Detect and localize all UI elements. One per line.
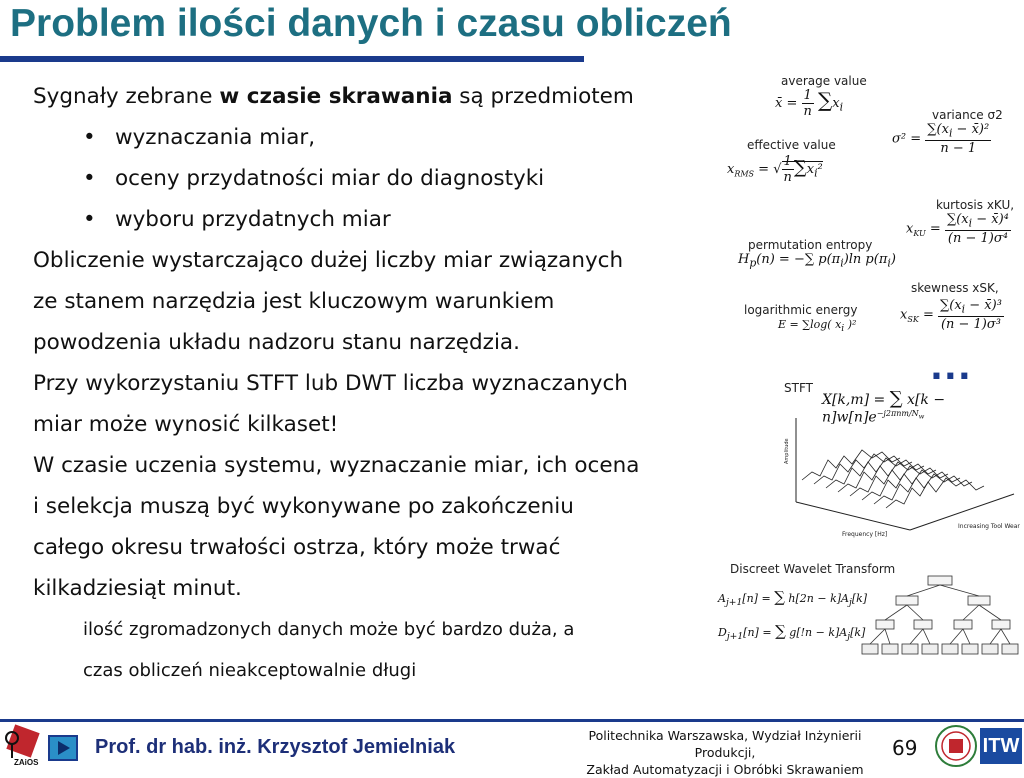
bullet-item: • oceny przydatności miar do diagnostyki xyxy=(83,166,545,191)
ellipsis-mark: ... xyxy=(930,348,972,388)
average-formula: x̄ = $\frac{1}{n}$ $\sum x_i$ xyxy=(775,88,844,119)
dwt-detail-formula: $D_{j+1}[n]$ = ∑ $g[!n - k]A_j[k]$ xyxy=(718,622,866,643)
stft-formula: X[k,m] = ∑ $x[k - n]w[n]e^{-j2\pi nm/N_w}$ xyxy=(822,388,946,426)
paragraph-line: W czasie uczenia systemu, wyznaczanie miar, ich ocena xyxy=(33,453,640,478)
variance-label: variance σ2 xyxy=(932,108,1003,122)
paragraph-line: kilkadziesiąt minut. xyxy=(33,576,242,601)
kurtosis-label: kurtosis xKU, xyxy=(936,198,1015,212)
svg-text:Amplitude: Amplitude xyxy=(784,438,790,464)
rms-formula: $x_{RMS}$ = √ $\frac{1}{n}$ $\sum x_i^2$ xyxy=(727,154,823,185)
pw-seal xyxy=(934,724,978,768)
sub-note-line: ilość zgromadzonych danych może być bardzo duża, a xyxy=(83,619,575,640)
slide-title: Problem ilości danych i czasu obliczeń xyxy=(10,2,732,45)
effective-label: effective value xyxy=(747,138,836,152)
itw-logo: ITW xyxy=(980,728,1022,764)
stft-label: STFT xyxy=(784,381,813,395)
skewness-label: skewness xSK, xyxy=(911,281,999,295)
footer-divider xyxy=(0,719,1024,722)
svg-text:ZAiOS: ZAiOS xyxy=(14,758,39,766)
paragraph-line: miar może wynosić kilkaset! xyxy=(33,412,339,437)
paragraph-line: Przy wykorzystaniu STFT lub DWT liczba wyznaczanych xyxy=(33,371,628,396)
sub-note-line: czas obliczeń nieakceptowalnie długi xyxy=(83,660,417,681)
permutation-formula: $H_p(n)$ = −∑ $p(\pi_i)\ln$ $p(\pi_i)$ xyxy=(738,252,896,270)
footer-institution: Politechnika Warszawska, Wydział Inżynierii Produkcji, Zakład Automatyzacji i Obróbki Skrawaniem xyxy=(586,728,864,777)
zaios-logo xyxy=(2,724,42,766)
next-slide-button[interactable] xyxy=(48,735,78,761)
slide-body xyxy=(33,76,683,691)
average-label: average value xyxy=(781,74,867,88)
paragraph-line: całego okresu trwałości ostrza, który może trwać xyxy=(33,535,561,560)
intro-line: Sygnały zebrane w czasie skrawania są przedmiotem xyxy=(33,84,634,109)
dwt-approx-formula: $A_{j+1}[n]$ = ∑ $h[2n - k]A_j[k]$ xyxy=(718,588,868,609)
paragraph-line: powodzenia układu nadzoru stanu narzędzia. xyxy=(33,330,520,355)
log-energy-formula: E = ∑log( $x_i$ )² xyxy=(778,318,857,335)
kurtosis-formula: $x_{KU}$ = $\frac{\sum(x_i - x̄)^4}{\text{(n − 1)σ⁴}}$ xyxy=(906,212,1009,246)
stft-waterfall-plot xyxy=(782,410,1022,538)
next-slide-arrow-icon xyxy=(50,737,76,759)
svg-text:Increasing Tool Wear: Increasing Tool Wear xyxy=(958,523,1020,530)
svg-text:Frequency [Hz]: Frequency [Hz] xyxy=(842,531,888,538)
permutation-label: permutation entropy xyxy=(748,238,873,252)
paragraph-line: ze stanem narzędzia jest kluczowym warunkiem xyxy=(33,289,555,314)
dwt-label: Discreet Wavelet Transform xyxy=(730,562,896,576)
page-number: 69 xyxy=(892,736,918,760)
dwt-tree-diagram xyxy=(858,574,1024,664)
title-underline xyxy=(0,56,584,62)
footer-author: Prof. dr hab. inż. Krzysztof Jemielniak xyxy=(95,736,456,758)
variance-formula: σ² = $\frac{\sum(x_i - x̄)^2}{n - 1}$ xyxy=(892,122,990,156)
paragraph-line: i selekcja muszą być wykonywane po zakończeniu xyxy=(33,494,574,519)
bullet-item: • wyboru przydatnych miar xyxy=(83,207,391,232)
bullet-item: • wyznaczania miar, xyxy=(83,125,316,150)
paragraph-line: Obliczenie wystarczająco dużej liczby miar związanych xyxy=(33,248,624,273)
log-energy-label: logarithmic energy xyxy=(744,303,858,317)
skewness-formula: $x_{SK}$ = $\frac{\sum(x_i - x̄)^3}{\text{(n − 1)σ³}}$ xyxy=(900,298,1002,332)
